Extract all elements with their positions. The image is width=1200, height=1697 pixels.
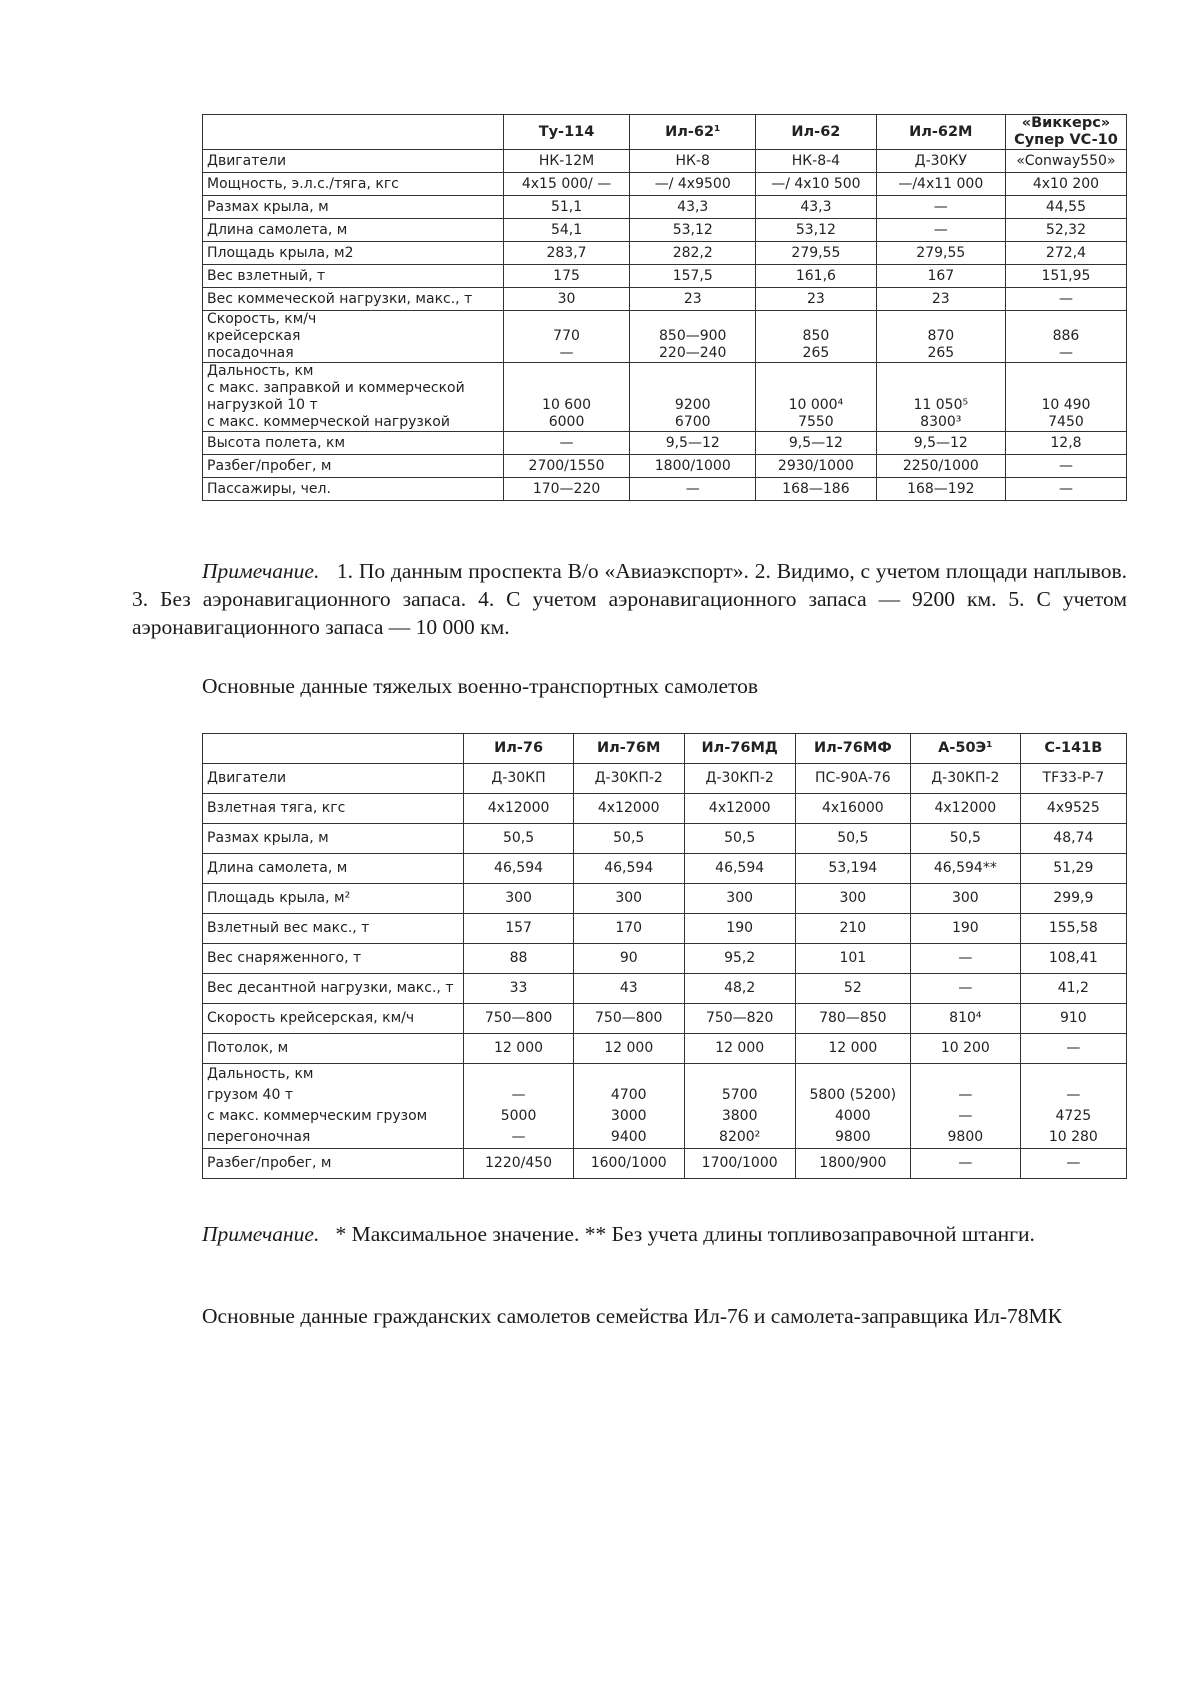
- table-cell: 300: [464, 884, 573, 914]
- table-cell: 300: [573, 884, 684, 914]
- table-cell: 210: [795, 914, 910, 944]
- table-cell: 780—850: [795, 1004, 910, 1034]
- table-cell: 52: [795, 974, 910, 1004]
- table-row: [203, 824, 1127, 854]
- row-label: Взлетная тяга, кгс: [203, 794, 464, 824]
- table-cell: 170: [573, 914, 684, 944]
- table-cell: 4х12000: [573, 794, 684, 824]
- table-cell: 12 000: [464, 1034, 573, 1064]
- table-cell: TF33-P-7: [1020, 764, 1126, 794]
- note-1-block: [132, 557, 1127, 641]
- table-row: [203, 150, 1127, 173]
- table-cell: 155,58: [1020, 914, 1126, 944]
- table-cell: 279,55: [756, 242, 877, 265]
- table-cell: 175: [503, 265, 630, 288]
- row-label: Пассажиры, чел.: [203, 478, 504, 501]
- table-cell: 1800/900: [795, 1149, 910, 1179]
- table-cell: 9,5—12: [756, 432, 877, 455]
- row-label: Вес коммеческой нагрузки, макс., т: [203, 288, 504, 311]
- table-row: [203, 944, 1127, 974]
- table-cell: 168—192: [876, 478, 1005, 501]
- table-cell: —: [1020, 1034, 1126, 1064]
- table-cell: 279,55: [876, 242, 1005, 265]
- table-row: [203, 219, 1127, 242]
- heading-military-transport: [202, 672, 1127, 700]
- table-cell: 167: [876, 265, 1005, 288]
- table-cell: 12 000: [795, 1034, 910, 1064]
- table-cell: 46,594: [573, 854, 684, 884]
- table-cell: 43,3: [630, 196, 756, 219]
- table-cell: —/4х11 000: [876, 173, 1005, 196]
- row-label: Площадь крыла, м2: [203, 242, 504, 265]
- table-cell: 1800/1000: [630, 455, 756, 478]
- table-cell: 2250/1000: [876, 455, 1005, 478]
- table-cell: —: [911, 944, 1021, 974]
- table-cell: 4700 3000 9400: [573, 1064, 684, 1149]
- table-cell: —: [911, 1149, 1021, 1179]
- table-row: [203, 478, 1127, 501]
- table-row: [203, 1034, 1127, 1064]
- row-label: Скорость крейсерская, км/ч: [203, 1004, 464, 1034]
- table-cell: 23: [756, 288, 877, 311]
- table-cell: — 4725 10 280: [1020, 1064, 1126, 1149]
- table-row: [203, 884, 1127, 914]
- table-cell: 48,74: [1020, 824, 1126, 854]
- table2-col-header: Ил-76МД: [684, 734, 795, 764]
- table-cell: 870 265: [876, 311, 1005, 363]
- table-cell: Д-30КП-2: [684, 764, 795, 794]
- table-cell: 9,5—12: [876, 432, 1005, 455]
- table-cell: НК-8: [630, 150, 756, 173]
- table-cell: 90: [573, 944, 684, 974]
- table-cell: 272,4: [1005, 242, 1126, 265]
- table-cell: 51,29: [1020, 854, 1126, 884]
- table-cell: — — 9800: [911, 1064, 1021, 1149]
- table-cell: 770 —: [503, 311, 630, 363]
- table-row: [203, 288, 1127, 311]
- table-cell: 95,2: [684, 944, 795, 974]
- table-cell: Д-30КП-2: [573, 764, 684, 794]
- table2-col-header: Ил-76М: [573, 734, 684, 764]
- table-cell: 101: [795, 944, 910, 974]
- table-cell: —: [1005, 455, 1126, 478]
- table-row: [203, 311, 1127, 363]
- table-cell: — 5000 —: [464, 1064, 573, 1149]
- table-cell: 886 —: [1005, 311, 1126, 363]
- table-cell: 33: [464, 974, 573, 1004]
- table-cell: 4х10 200: [1005, 173, 1126, 196]
- table-cell: 1600/1000: [573, 1149, 684, 1179]
- table-cell: 46,594: [464, 854, 573, 884]
- row-label: Площадь крыла, м²: [203, 884, 464, 914]
- note-2-text: * Максимальное значение. ** Без учета длины топливозаправочной штанги.: [335, 1222, 1035, 1246]
- row-label: Двигатели: [203, 150, 504, 173]
- row-label: Мощность, э.л.с./тяга, кгс: [203, 173, 504, 196]
- table-cell: 12 000: [573, 1034, 684, 1064]
- table-cell: 910: [1020, 1004, 1126, 1034]
- row-label: Взлетный вес макс., т: [203, 914, 464, 944]
- table-row: [203, 914, 1127, 944]
- heading-military-transport-text: Основные данные тяжелых военно-транспортных самолетов: [202, 674, 758, 698]
- table-cell: 9,5—12: [630, 432, 756, 455]
- military-transport-table-body: [203, 764, 1127, 1179]
- table-cell: 850—900 220—240: [630, 311, 756, 363]
- table-cell: —/ 4х10 500: [756, 173, 877, 196]
- table-cell: 50,5: [684, 824, 795, 854]
- table-cell: 2930/1000: [756, 455, 877, 478]
- table-cell: —/ 4х9500: [630, 173, 756, 196]
- table-cell: 30: [503, 288, 630, 311]
- note-1-text: 1. По данным проспекта В/о «Авиаэкспорт». 2. Видимо, с учетом площади наплывов. 3. Без аэронавигационного запаса. 4. С учетом аэронавигационного запаса — 9200 км. 5. С учетом аэронавигационного запаса — 10 000 км.: [132, 559, 1128, 639]
- table-cell: 190: [684, 914, 795, 944]
- table-row: [203, 1064, 1127, 1149]
- row-label: Разбег/пробег, м: [203, 455, 504, 478]
- table-cell: —: [876, 219, 1005, 242]
- row-label: Разбег/пробег, м: [203, 1149, 464, 1179]
- table-cell: 190: [911, 914, 1021, 944]
- table-row: [203, 974, 1127, 1004]
- row-label: Дальность, км грузом 40 т с макс. коммерческим грузом перегоночная: [203, 1064, 464, 1149]
- table-cell: 168—186: [756, 478, 877, 501]
- table-cell: 43,3: [756, 196, 877, 219]
- table-cell: 23: [876, 288, 1005, 311]
- table-cell: 4х12000: [911, 794, 1021, 824]
- table-cell: 157,5: [630, 265, 756, 288]
- row-label: Длина самолета, м: [203, 854, 464, 884]
- table-cell: 5700 3800 8200²: [684, 1064, 795, 1149]
- table-cell: Д-30КП: [464, 764, 573, 794]
- table2-col-header: Ил-76: [464, 734, 573, 764]
- table2-col-header: А-50Э¹: [911, 734, 1021, 764]
- table-cell: —: [911, 974, 1021, 1004]
- table-row: [203, 363, 1127, 432]
- table-row: [203, 432, 1127, 455]
- note-2-block: [132, 1220, 1127, 1248]
- table-cell: 5800 (5200) 4000 9800: [795, 1064, 910, 1149]
- table-cell: 23: [630, 288, 756, 311]
- row-label: Двигатели: [203, 764, 464, 794]
- table-cell: 810⁴: [911, 1004, 1021, 1034]
- table-cell: 300: [795, 884, 910, 914]
- military-transport-table: [202, 733, 1127, 1179]
- table-row: [203, 764, 1127, 794]
- row-label: Размах крыла, м: [203, 824, 464, 854]
- row-label: Вес взлетный, т: [203, 265, 504, 288]
- table-cell: 53,12: [756, 219, 877, 242]
- table-cell: 50,5: [911, 824, 1021, 854]
- table-cell: 157: [464, 914, 573, 944]
- table-cell: 4х12000: [684, 794, 795, 824]
- table-row: [203, 265, 1127, 288]
- table-row: [203, 242, 1127, 265]
- table-cell: 43: [573, 974, 684, 1004]
- row-label: Потолок, м: [203, 1034, 464, 1064]
- table-cell: 44,55: [1005, 196, 1126, 219]
- table-cell: 4х15 000/ —: [503, 173, 630, 196]
- table-cell: 12 000: [684, 1034, 795, 1064]
- table-cell: 850 265: [756, 311, 877, 363]
- table-cell: 1700/1000: [684, 1149, 795, 1179]
- table1-col-header: «Виккерс» Супер VC-10: [1005, 115, 1126, 150]
- table-cell: —: [1020, 1149, 1126, 1179]
- table-cell: 4х16000: [795, 794, 910, 824]
- table-cell: 46,594**: [911, 854, 1021, 884]
- table-cell: 282,2: [630, 242, 756, 265]
- table-cell: —: [503, 432, 630, 455]
- row-label: Длина самолета, м: [203, 219, 504, 242]
- row-label: Скорость, км/ч крейсерская посадочная: [203, 311, 504, 363]
- table-row: [203, 455, 1127, 478]
- table-row: [203, 1004, 1127, 1034]
- table-row: [203, 173, 1127, 196]
- table1-col-header: [203, 115, 504, 150]
- row-label: Вес десантной нагрузки, макс., т: [203, 974, 464, 1004]
- table-cell: 750—800: [573, 1004, 684, 1034]
- table-cell: 300: [684, 884, 795, 914]
- table-cell: 10 490 7450: [1005, 363, 1126, 432]
- heading-civil-il76: [132, 1302, 1127, 1330]
- table-cell: НК-8-4: [756, 150, 877, 173]
- table-cell: 161,6: [756, 265, 877, 288]
- table-cell: 51,1: [503, 196, 630, 219]
- table-cell: 50,5: [795, 824, 910, 854]
- table-cell: 54,1: [503, 219, 630, 242]
- table2-col-header: [203, 734, 464, 764]
- table1-col-header: Ил-62М: [876, 115, 1005, 150]
- civil-aircraft-table: [202, 114, 1127, 501]
- note-2-label: Примечание.: [202, 1222, 320, 1246]
- heading-civil-il76-text: Основные данные гражданских самолетов семейства Ил-76 и самолета-заправщика Ил-78МК: [202, 1304, 1062, 1328]
- table-cell: 2700/1550: [503, 455, 630, 478]
- civil-aircraft-table-body: [203, 150, 1127, 501]
- table2-col-header: Ил-76МФ: [795, 734, 910, 764]
- civil-aircraft-table-header: [203, 115, 1127, 150]
- table-cell: 41,2: [1020, 974, 1126, 1004]
- table1-col-header: Ил-62¹: [630, 115, 756, 150]
- table2-col-header: С-141В: [1020, 734, 1126, 764]
- table-cell: 46,594: [684, 854, 795, 884]
- table-cell: ПС-90А-76: [795, 764, 910, 794]
- table-cell: НК-12М: [503, 150, 630, 173]
- table-cell: 151,95: [1005, 265, 1126, 288]
- table-cell: 299,9: [1020, 884, 1126, 914]
- table-cell: 10 600 6000: [503, 363, 630, 432]
- table-cell: —: [876, 196, 1005, 219]
- table-cell: 11 050⁵ 8300³: [876, 363, 1005, 432]
- table-cell: 52,32: [1005, 219, 1126, 242]
- row-label: Вес снаряженного, т: [203, 944, 464, 974]
- row-label: Размах крыла, м: [203, 196, 504, 219]
- table-cell: 53,194: [795, 854, 910, 884]
- table-row: [203, 854, 1127, 884]
- table-cell: 88: [464, 944, 573, 974]
- table1-col-header: Ил-62: [756, 115, 877, 150]
- table-cell: 108,41: [1020, 944, 1126, 974]
- table-row: [203, 794, 1127, 824]
- table-cell: 50,5: [464, 824, 573, 854]
- table-cell: 50,5: [573, 824, 684, 854]
- table-cell: 4х9525: [1020, 794, 1126, 824]
- table-cell: Д-30КП-2: [911, 764, 1021, 794]
- table-cell: —: [1005, 478, 1126, 501]
- table-row: [203, 1149, 1127, 1179]
- table-cell: 4х12000: [464, 794, 573, 824]
- table-cell: 53,12: [630, 219, 756, 242]
- table-row: [203, 196, 1127, 219]
- table-cell: 300: [911, 884, 1021, 914]
- table-cell: —: [630, 478, 756, 501]
- table-cell: Д-30КУ: [876, 150, 1005, 173]
- table-cell: 750—800: [464, 1004, 573, 1034]
- table-cell: 12,8: [1005, 432, 1126, 455]
- table-cell: 170—220: [503, 478, 630, 501]
- table-cell: 48,2: [684, 974, 795, 1004]
- table-cell: —: [1005, 288, 1126, 311]
- military-transport-table-header: [203, 734, 1127, 764]
- table-cell: 10 000⁴ 7550: [756, 363, 877, 432]
- row-label: Дальность, км с макс. заправкой и коммерческой нагрузкой 10 т с макс. коммерческой нагрузкой: [203, 363, 504, 432]
- table-cell: 750—820: [684, 1004, 795, 1034]
- row-label: Высота полета, км: [203, 432, 504, 455]
- table-cell: 9200 6700: [630, 363, 756, 432]
- table-cell: 1220/450: [464, 1149, 573, 1179]
- table1-col-header: Ту-114: [503, 115, 630, 150]
- table-cell: 283,7: [503, 242, 630, 265]
- note-1-label: Примечание.: [202, 559, 320, 583]
- table-cell: «Conway550»: [1005, 150, 1126, 173]
- table-cell: 10 200: [911, 1034, 1021, 1064]
